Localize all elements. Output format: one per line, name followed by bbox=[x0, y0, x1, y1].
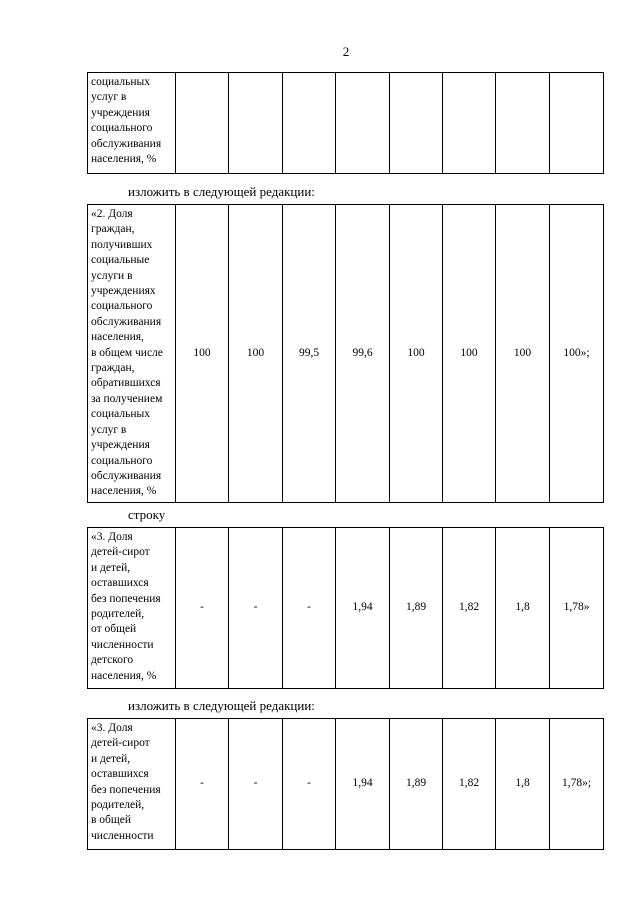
paragraph-edit-instruction: изложить в следующей редакции: bbox=[128, 184, 315, 199]
indicator-label-line: в общем числе bbox=[91, 346, 163, 359]
indicator-table-4 bbox=[87, 718, 604, 850]
value-cell: 1,78»; bbox=[550, 719, 604, 850]
value-cell: 1,82 bbox=[443, 528, 496, 689]
indicator-label-line: учреждения bbox=[91, 106, 150, 119]
value-cell bbox=[336, 73, 390, 174]
table-row bbox=[88, 719, 604, 850]
indicator-label-line: социального bbox=[91, 454, 153, 467]
value-cell: 99,6 bbox=[336, 205, 390, 503]
indicator-label-line: «3. Доля bbox=[91, 722, 133, 734]
indicator-label-line: обратившихся bbox=[91, 377, 161, 390]
indicator-label-line: «3. Доля bbox=[91, 531, 133, 543]
indicator-label-cell bbox=[88, 719, 176, 850]
indicator-label-line: от общей bbox=[91, 623, 137, 636]
value-cell: 1,8 bbox=[496, 719, 550, 850]
value-cell: - bbox=[283, 528, 336, 689]
indicator-label-line: «2. Доля bbox=[91, 208, 133, 220]
indicator-label-line: и детей, bbox=[91, 752, 131, 765]
indicator-label-line: услуги в bbox=[91, 269, 133, 282]
indicator-label-line: социальных bbox=[91, 76, 150, 88]
value-cell: 99,5 bbox=[283, 205, 336, 503]
value-cell: 100 bbox=[496, 205, 550, 503]
indicator-label-line: услуг в bbox=[91, 423, 127, 436]
indicator-label-line: численности bbox=[91, 829, 154, 842]
value-cell: - bbox=[176, 528, 229, 689]
indicator-label-line: учреждениях bbox=[91, 285, 156, 298]
value-cell: - bbox=[229, 528, 283, 689]
indicator-table-2 bbox=[87, 204, 604, 503]
indicator-label-line: населения, % bbox=[91, 153, 157, 166]
indicator-label-line: родителей, bbox=[91, 608, 145, 621]
value-cell: 1,82 bbox=[443, 719, 496, 850]
indicator-label-line: и детей, bbox=[91, 561, 131, 574]
table-row bbox=[88, 73, 604, 174]
value-cell: 1,89 bbox=[390, 719, 443, 850]
value-cell: 100 bbox=[443, 205, 496, 503]
value-cell: 1,89 bbox=[390, 528, 443, 689]
paragraph-edit-instruction-2: изложить в следующей редакции: bbox=[128, 698, 315, 713]
value-cell bbox=[443, 73, 496, 174]
page-number: 2 bbox=[342, 44, 350, 59]
value-cell: 100 bbox=[229, 205, 283, 503]
value-cell: 1,94 bbox=[336, 719, 390, 850]
indicator-label-line: услуг в bbox=[91, 91, 127, 104]
paragraph-row-instruction: строку bbox=[128, 507, 166, 522]
indicator-label-line: родителей, bbox=[91, 799, 145, 812]
indicator-label-line: без попечения bbox=[91, 783, 161, 796]
indicator-label-line: за получением bbox=[91, 392, 163, 405]
indicator-label-line: получивших bbox=[91, 238, 153, 251]
indicator-label-cell bbox=[88, 73, 176, 174]
table-row bbox=[88, 528, 604, 689]
value-cell: 100 bbox=[176, 205, 229, 503]
value-cell bbox=[390, 73, 443, 174]
indicator-label-line: социальные bbox=[91, 254, 150, 267]
value-cell: 1,94 bbox=[336, 528, 390, 689]
indicator-table-1 bbox=[87, 72, 604, 174]
indicator-label-line: учреждения bbox=[91, 439, 150, 452]
indicator-label-line: численности bbox=[91, 638, 154, 651]
value-cell: 100»; bbox=[550, 205, 604, 503]
value-cell bbox=[550, 73, 604, 174]
indicator-label-line: социальных bbox=[91, 408, 150, 421]
table-row bbox=[88, 205, 604, 503]
value-cell: 1,8 bbox=[496, 528, 550, 689]
indicator-label-line: обслуживания bbox=[91, 469, 162, 482]
indicator-label-line: социального bbox=[91, 122, 153, 135]
value-cell bbox=[176, 73, 229, 174]
value-cell: - bbox=[176, 719, 229, 850]
value-cell: 1,78» bbox=[550, 528, 604, 689]
indicator-label-line: обслуживания bbox=[91, 137, 162, 150]
value-cell: 100 bbox=[390, 205, 443, 503]
indicator-label-line: без попечения bbox=[91, 592, 161, 605]
indicator-label-line: детей-сирот bbox=[91, 737, 150, 750]
indicator-label-line: социального bbox=[91, 300, 153, 313]
indicator-label-line: оставшихся bbox=[91, 577, 149, 590]
indicator-label-line: оставшихся bbox=[91, 768, 149, 781]
indicator-label-line: обслуживания bbox=[91, 315, 162, 328]
value-cell: - bbox=[229, 719, 283, 850]
value-cell: - bbox=[283, 719, 336, 850]
indicator-label-line: населения, bbox=[91, 331, 144, 344]
indicator-label-line: населения, % bbox=[91, 485, 157, 498]
indicator-label-cell bbox=[88, 528, 176, 689]
indicator-table-3 bbox=[87, 527, 604, 689]
value-cell bbox=[496, 73, 550, 174]
indicator-label-line: детей-сирот bbox=[91, 546, 150, 559]
indicator-label-line: граждан, bbox=[91, 223, 135, 236]
value-cell bbox=[229, 73, 283, 174]
indicator-label-cell bbox=[88, 205, 176, 503]
indicator-label-line: детского bbox=[91, 654, 134, 667]
indicator-label-line: в общей bbox=[91, 814, 132, 827]
indicator-label-line: населения, % bbox=[91, 669, 157, 682]
indicator-label-line: граждан, bbox=[91, 362, 135, 375]
value-cell bbox=[283, 73, 336, 174]
